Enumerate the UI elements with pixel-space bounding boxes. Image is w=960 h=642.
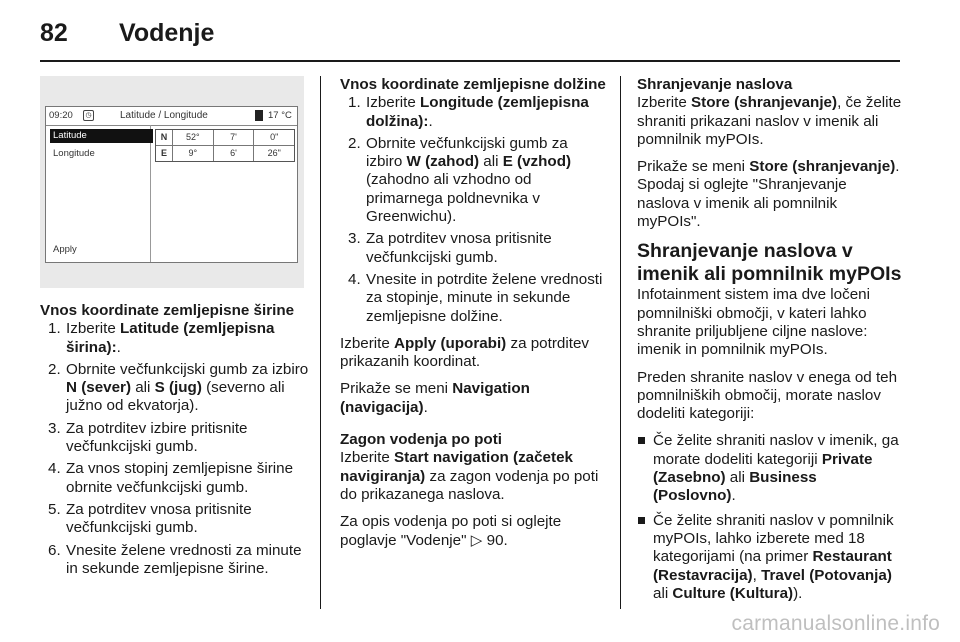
screen-temperature: 17 °C bbox=[268, 110, 292, 121]
column-1 bbox=[40, 302, 310, 587]
screen-divider bbox=[150, 125, 151, 262]
list-item: 3. Za potrditev vnosa pritisnite večfunkcijski gumb. bbox=[348, 230, 552, 266]
paragraph: Infotainment sistem ima dve ločeni pomnilniški območji, v kateri lahko shranite priljubljene ciljne naslove: imenik in pomnilnik myPOIs. bbox=[637, 286, 870, 359]
grid-degrees[interactable]: 9° bbox=[172, 146, 213, 161]
paragraph: Izberite Apply (uporabi) za potrditev prikazanih koordinat. bbox=[340, 334, 589, 371]
watermark: carmanualsonline.info bbox=[731, 612, 940, 635]
section-heading: Vnos koordinate zemljepisne širine bbox=[40, 302, 295, 319]
menu-item-latitude[interactable]: Latitude bbox=[50, 129, 153, 143]
list-item: 2. Obrnite večfunkcijski gumb za izbiro W (zahod) ali E (vzhod) (zahodno ali vzhodno od primarnega poldnevnika v Greenwichu). bbox=[348, 134, 572, 226]
list-item: 5. Za potrditev vnosa pritisnite večfunkcijski gumb. bbox=[48, 500, 252, 537]
list-item: Če želite shraniti naslov v imenik, ga morate dodeliti kategoriji Private (Zasebno) ali Business (Poslovno). bbox=[637, 432, 903, 505]
section-heading: Vnos koordinate zemljepisne dolžine bbox=[340, 76, 606, 93]
grid-row-e bbox=[156, 146, 294, 161]
bullet-list bbox=[637, 432, 903, 603]
paragraph: Prikaže se meni Navigation (navigacija). bbox=[340, 380, 530, 416]
paragraph: Za opis vodenja po poti si oglejte poglavje "Vodenje" ▷ 90. bbox=[340, 513, 562, 549]
list-item: 1. Izberite Longitude (zemljepisna dolžina):. bbox=[348, 94, 589, 130]
list-item: 6. Vnesite želene vrednosti za minute in sekunde zemljepisne širine. bbox=[48, 541, 302, 577]
thermometer-icon bbox=[255, 110, 263, 121]
bullet-icon bbox=[638, 517, 645, 524]
column-2 bbox=[340, 76, 608, 559]
list-item: 1. Izberite Latitude (zemljepisna širina):. bbox=[48, 320, 275, 356]
grid-label: E bbox=[160, 148, 167, 158]
screen-status-bar bbox=[46, 107, 297, 126]
page-reference-arrow-icon: ▷ bbox=[470, 531, 483, 549]
screen-clock: 09:20 bbox=[49, 110, 73, 121]
grid-row-n bbox=[156, 130, 294, 146]
paragraph: Preden shranite naslov v enega od teh pomnilniških območij, morate naslov dodeliti kategoriji: bbox=[637, 368, 898, 423]
bullet-icon bbox=[638, 437, 645, 444]
column-3 bbox=[637, 76, 903, 609]
section-heading: Shranjevanje naslova bbox=[637, 76, 793, 93]
section-heading-large: Shranjevanje naslova v imenik ali pomnilnik myPOIs bbox=[637, 240, 902, 286]
paragraph: Prikaže se meni Store (shranjevanje). Spodaj si oglejte "Shranjevanje naslova v imenik ali pomnilnik myPOIs". bbox=[637, 158, 900, 231]
coordinate-grid bbox=[155, 129, 295, 162]
grid-seconds[interactable]: 26" bbox=[253, 146, 294, 161]
paragraph: Izberite Store (shranjevanje), če želite shraniti prikazani naslov v imenik ali pomnilnik myPOIs. bbox=[637, 94, 902, 148]
screen-figure bbox=[40, 76, 304, 288]
steps-list bbox=[340, 94, 608, 326]
menu-item-longitude[interactable]: Longitude bbox=[53, 148, 95, 159]
list-item: 3. Za potrditev izbire pritisnite večfunkcijski gumb. bbox=[48, 419, 248, 456]
page-header bbox=[40, 13, 900, 61]
grid-minutes[interactable]: 7' bbox=[213, 130, 254, 145]
section-heading: Zagon vodenja po poti bbox=[340, 431, 502, 449]
list-item: 2. Obrnite večfunkcijski gumb za izbiro N (sever) ali S (jug) (severno ali južno od ekvatorja). bbox=[48, 360, 309, 415]
header-rule bbox=[40, 60, 900, 62]
clock-icon: ◷ bbox=[83, 110, 94, 121]
grid-degrees[interactable]: 52° bbox=[172, 130, 213, 145]
apply-button[interactable]: Apply bbox=[53, 244, 77, 255]
screen-title: Latitude / Longitude bbox=[120, 110, 208, 121]
column-divider bbox=[320, 76, 321, 609]
page-number: 82 bbox=[40, 19, 68, 47]
infotainment-screen bbox=[45, 106, 298, 263]
column-divider bbox=[620, 76, 621, 609]
list-item: Če želite shraniti naslov v pomnilnik myPOIs, lahko izberete med 18 kategorijami (na primer Restaurant (Restavracija), Travel (Potovanja) ali Culture (Kultura)). bbox=[637, 512, 903, 603]
paragraph: Izberite Start navigation (začetek navigiranja) za zagon vodenja po poti do prikazanega naslova. bbox=[340, 449, 599, 503]
grid-seconds[interactable]: 0" bbox=[253, 130, 294, 145]
page-title: Vodenje bbox=[119, 19, 215, 47]
list-item: 4. Za vnos stopinj zemljepisne širine obrnite večfunkcijski gumb. bbox=[48, 460, 294, 496]
grid-label: N bbox=[160, 132, 168, 142]
grid-minutes[interactable]: 6' bbox=[213, 146, 254, 161]
steps-list bbox=[40, 320, 310, 578]
list-item: 4. Vnesite in potrdite želene vrednosti za stopinje, minute in sekunde zemljepisne dolžine. bbox=[348, 270, 603, 325]
